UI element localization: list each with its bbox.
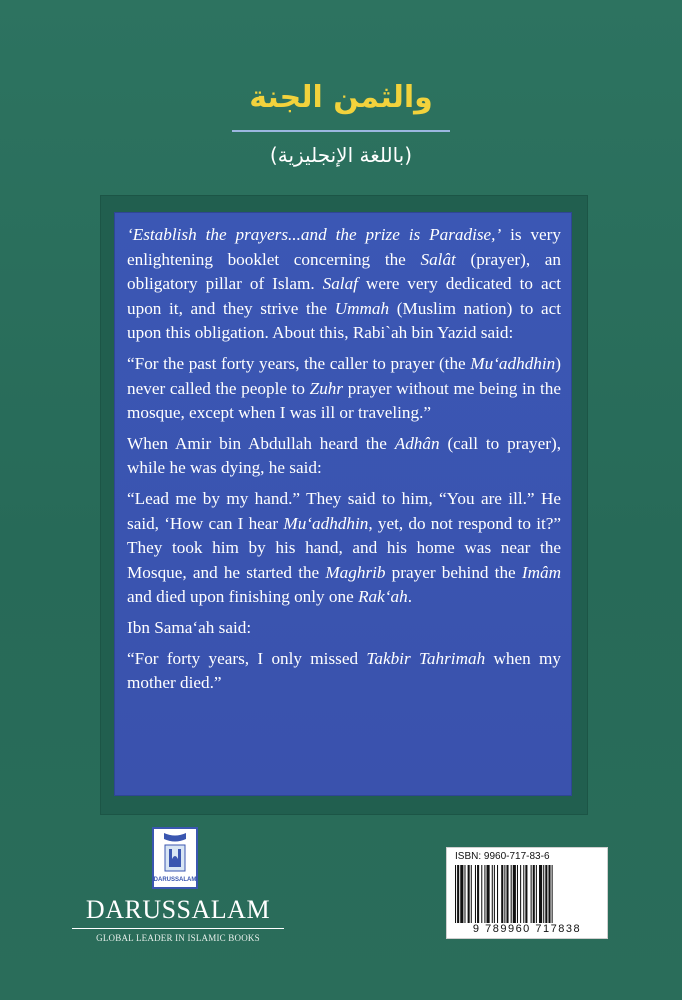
- barcode-bar: [487, 865, 490, 923]
- barcode-bar: [481, 865, 482, 923]
- barcode-bar: [506, 865, 508, 923]
- barcode-bar: [501, 865, 503, 923]
- arabic-title: والثمن الجنة: [249, 80, 433, 115]
- publisher-tagline: GLOBAL LEADER IN ISLAMIC BOOKS: [96, 933, 260, 943]
- barcode-bar: [520, 865, 521, 923]
- barcode-bar: [455, 865, 456, 923]
- blurb-paragraph-5: Ibn Sama‘ah said:: [127, 617, 252, 637]
- barcode-bar: [497, 865, 498, 923]
- barcode-label: [446, 847, 608, 939]
- blurb-paragraph-1: ‘Establish the prayers...and the prize is Paradise,’ is very enlightening booklet concerning the Salât (prayer), an obligatory pillar of Islam. Salaf were very dedicated to act upon it, and they strive the Ummah (Muslim nation) to act upon this obligation. About this, Rabi`ah bin Yazid said:: [127, 225, 562, 343]
- barcode-bar: [523, 865, 524, 923]
- barcode-bar: [531, 865, 532, 923]
- book-mosque-icon: [154, 829, 196, 887]
- barcode-bar: [504, 865, 505, 923]
- barcode-bar: [471, 865, 472, 923]
- barcode-bar: [511, 865, 512, 923]
- barcode-bar: [475, 865, 476, 923]
- barcode-bar: [484, 865, 485, 923]
- barcode-bar: [525, 865, 527, 923]
- barcode-bar: [457, 865, 459, 923]
- isbn-text: ISBN: 9960-717-83-6: [455, 851, 550, 862]
- barcode-digits: 9 789960 717838: [472, 923, 582, 935]
- barcode-bar: [545, 865, 547, 923]
- barcode-bar: [548, 865, 550, 923]
- barcode-bar: [468, 865, 470, 923]
- logo-caption: DARUSSALAM: [154, 877, 196, 883]
- barcode-bar: [552, 865, 553, 923]
- blurb-paragraph-6: “For forty years, I only missed Takbir Tahrimah when my mother died.”: [127, 648, 562, 693]
- barcode-bar: [460, 865, 463, 923]
- barcode-icon: [455, 865, 599, 923]
- barcode-bar: [543, 865, 544, 923]
- barcode-bar: [536, 865, 537, 923]
- barcode-bar: [492, 865, 493, 923]
- barcode-bar: [464, 865, 465, 923]
- barcode-bar: [533, 865, 535, 923]
- publisher-divider: [72, 928, 284, 929]
- barcode-bar: [494, 865, 495, 923]
- publisher-logo: [152, 827, 198, 889]
- barcode-bar: [477, 865, 479, 923]
- barcode-bar: [513, 865, 516, 923]
- blurb-panel: [114, 212, 572, 796]
- barcode-bar: [539, 865, 542, 923]
- barcode-bar: [517, 865, 518, 923]
- arabic-subtitle: (باللغة الإنجليزية): [269, 143, 413, 167]
- blurb-paragraph-2: “For the past forty years, the caller to prayer (the Mu‘adhdhin) never called the people to Zuhr prayer without me being in the mosque, except when I was ill or traveling.”: [127, 353, 561, 423]
- blurb-paragraph-3: When Amir bin Abdullah heard the Adhân (call to prayer), while he was dying, he said:: [127, 433, 561, 478]
- publisher-name: DARUSSALAM: [85, 895, 271, 924]
- title-underline: [232, 130, 450, 132]
- blurb-paragraph-4: “Lead me by my hand.” They said to him, “You are ill.” He said, ‘How can I hear Mu‘adhdhin, yet, do not respond to it?” They took him by his hand, and his home was near the Mosque, and he started the Maghrib prayer behind the Imâm and died upon finishing only one Rak‘ah.: [127, 488, 562, 607]
